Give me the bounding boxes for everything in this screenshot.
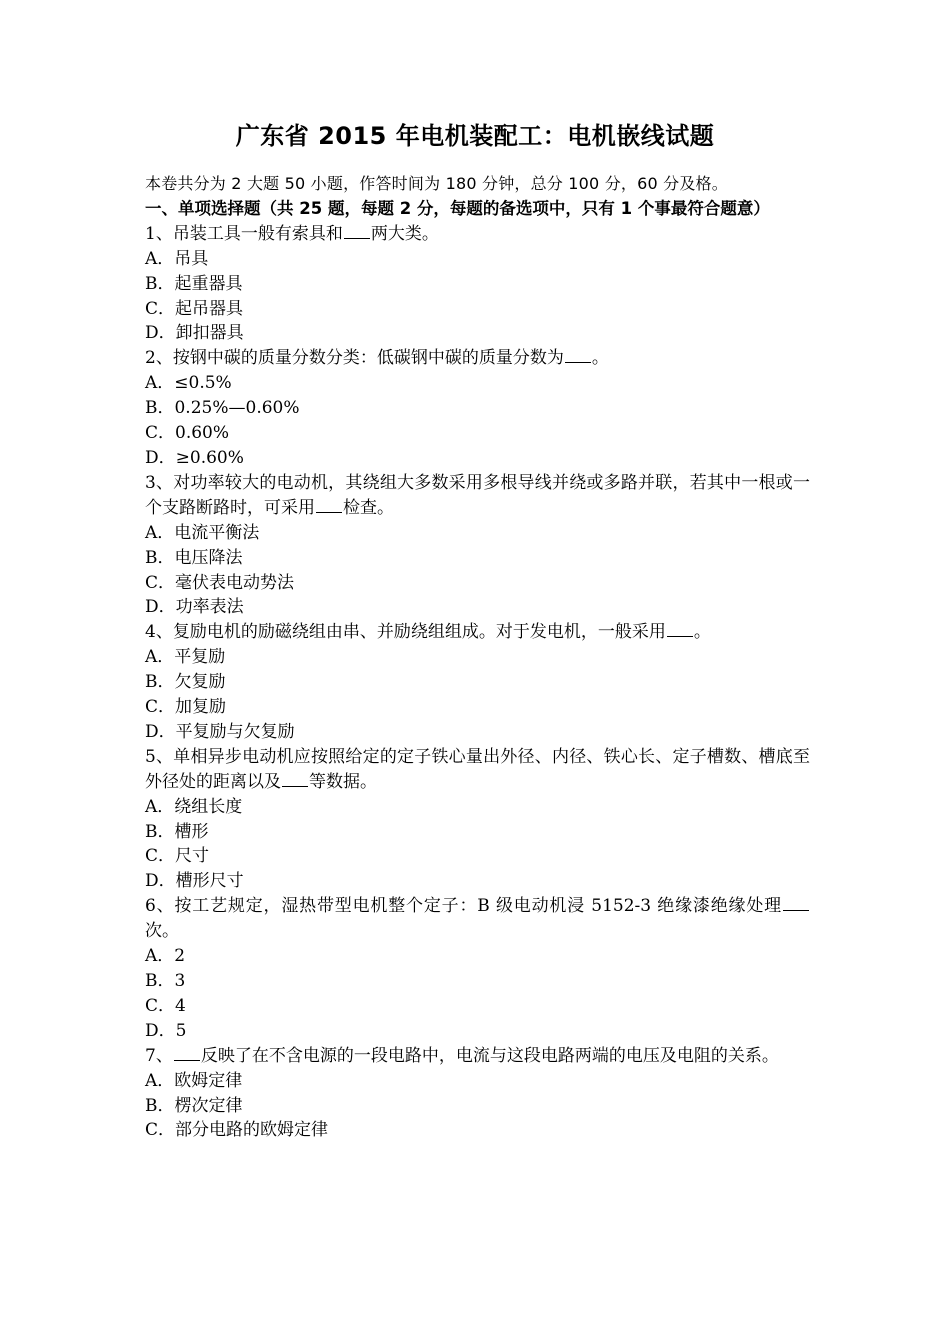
question-block bbox=[145, 620, 810, 745]
option-b: B．0.25%—0.60% bbox=[145, 398, 300, 419]
option-a: A．平复励 bbox=[145, 647, 226, 668]
option-a: A．绕组长度 bbox=[145, 796, 243, 817]
option-a: A．电流平衡法 bbox=[145, 522, 260, 543]
exam-intro: 本卷共分为 2 大题 50 小题，作答时间为 180 分钟，总分 100 分，60 分及格。 bbox=[145, 174, 728, 193]
answer-blank bbox=[174, 1059, 200, 1061]
answer-blank bbox=[565, 361, 591, 363]
question-block bbox=[145, 346, 810, 471]
document-title: 广东省 2015 年电机装配工：电机嵌线试题 bbox=[235, 122, 715, 150]
option-a: A．≤0.5% bbox=[145, 373, 232, 394]
question-block bbox=[145, 745, 810, 894]
question-text: 2、按钢中碳的质量分数分类：低碳钢中碳的质量分数为 。 bbox=[145, 348, 609, 369]
answer-blank bbox=[316, 511, 342, 513]
question-text: 1、吊装工具一般有索具和 两大类。 bbox=[145, 223, 439, 244]
option-c: C．起吊器具 bbox=[145, 298, 244, 319]
question-block bbox=[145, 1044, 810, 1144]
option-b: B．欠复励 bbox=[145, 672, 226, 693]
option-c: C．部分电路的欧姆定律 bbox=[145, 1120, 329, 1141]
question-block bbox=[145, 894, 810, 1043]
option-b: B．起重器具 bbox=[145, 273, 243, 294]
option-b: B．槽形 bbox=[145, 821, 209, 842]
document-body bbox=[145, 172, 810, 1143]
answer-blank bbox=[667, 635, 693, 637]
option-c: C．加复励 bbox=[145, 697, 227, 718]
option-b: B．楞次定律 bbox=[145, 1095, 243, 1116]
question-text: 5、单相异步电动机应按照给定的定子铁心量出外径、内径、铁心长、定子槽数、槽底至外径处的距离以及 等数据。 bbox=[145, 746, 810, 792]
option-d: D．≥0.60% bbox=[145, 447, 244, 468]
answer-blank bbox=[783, 909, 809, 911]
question-text: 7、 反映了在不含电源的一段电路中，电流与这段电路两端的电压及电阻的关系。 bbox=[145, 1045, 779, 1066]
option-c: C．尺寸 bbox=[145, 846, 210, 867]
option-d: D．槽形尺寸 bbox=[145, 871, 244, 892]
option-a: A．欧姆定律 bbox=[145, 1070, 243, 1091]
question-text: 6、按工艺规定，湿热带型电机整个定子：B 级电动机浸 5152-3 绝缘漆绝缘处理次。 bbox=[145, 894, 810, 944]
option-a: A．2 bbox=[145, 946, 186, 967]
question-text: 3、对功率较大的电动机，其绕组大多数采用多根导线并绕或多路并联，若其中一根或一个支路断路时，可采用 检查。 bbox=[145, 472, 810, 518]
option-d: D．5 bbox=[145, 1020, 187, 1041]
option-b: B．3 bbox=[145, 971, 186, 991]
question-block bbox=[145, 471, 810, 620]
answer-blank bbox=[344, 237, 370, 239]
option-b: B．电压降法 bbox=[145, 547, 243, 568]
option-d: D．功率表法 bbox=[145, 597, 244, 618]
answer-blank bbox=[282, 785, 308, 787]
option-c: C．毫伏表电动势法 bbox=[145, 572, 295, 593]
option-c: C．0.60% bbox=[145, 423, 230, 444]
option-a: A．吊具 bbox=[145, 248, 209, 269]
option-c: C．4 bbox=[145, 995, 186, 1016]
option-d: D．卸扣器具 bbox=[145, 323, 244, 344]
section-heading: 一、单项选择题（共 25 题，每题 2 分，每题的备选项中，只有 1 个事最符合题意） bbox=[145, 198, 770, 218]
question-text: 4、复励电机的励磁绕组由串、并励绕组组成。对于发电机，一般采用 。 bbox=[145, 622, 711, 643]
option-d: D．平复励与欠复励 bbox=[145, 721, 295, 742]
question-block bbox=[145, 222, 810, 347]
